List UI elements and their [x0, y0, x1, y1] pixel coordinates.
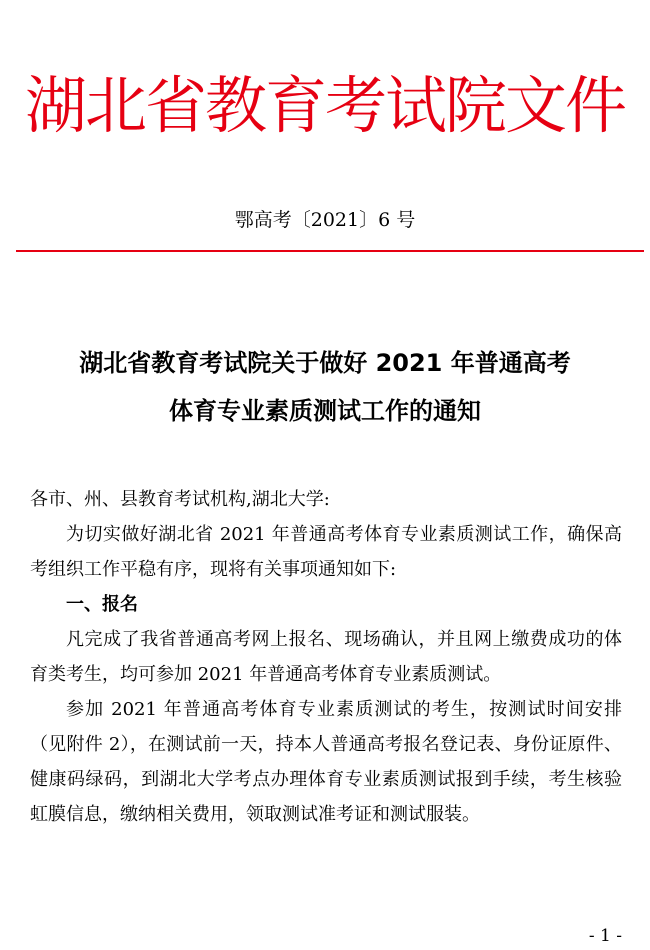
section-heading-registration: 一、报名 [66, 594, 138, 615]
issuing-authority-header: 湖北省教育考试院文件 [24, 69, 625, 142]
notice-title-line-2: 体育专业素质测试工作的通知 [169, 397, 481, 425]
red-divider-line [16, 250, 644, 252]
salutation: 各市、州、县教育考试机构,湖北大学: [30, 489, 330, 510]
page-number: - 1 - [588, 926, 622, 946]
intro-paragraph: 为切实做好湖北省 2021 年普通高考体育专业素质测试工作，确保高考组织工作平稳有序，现将有关事项通知如下: [30, 524, 622, 580]
notice-title-line-1: 湖北省教育考试院关于做好 2021 年普通高考 [79, 349, 571, 377]
registration-paragraph-2: 参加 2021 年普通高考体育专业素质测试的考生，按测试时间安排（见附件 2），在测试前一天，持本人普通高考报名登记表、身份证原件、健康码绿码，到湖北大学考点办理体育专业素质测试报到手续，考生核验虹膜信息，缴纳相关费用，领取测试准考证和测试服装。 [30, 699, 622, 825]
registration-paragraph-1: 凡完成了我省普通高考网上报名、现场确认，并且网上缴费成功的体育类考生，均可参加 2021 年普通高考体育专业素质测试。 [30, 629, 622, 685]
document-body [30, 482, 622, 832]
document-number: 鄂高考〔2021〕6 号 [234, 209, 416, 231]
